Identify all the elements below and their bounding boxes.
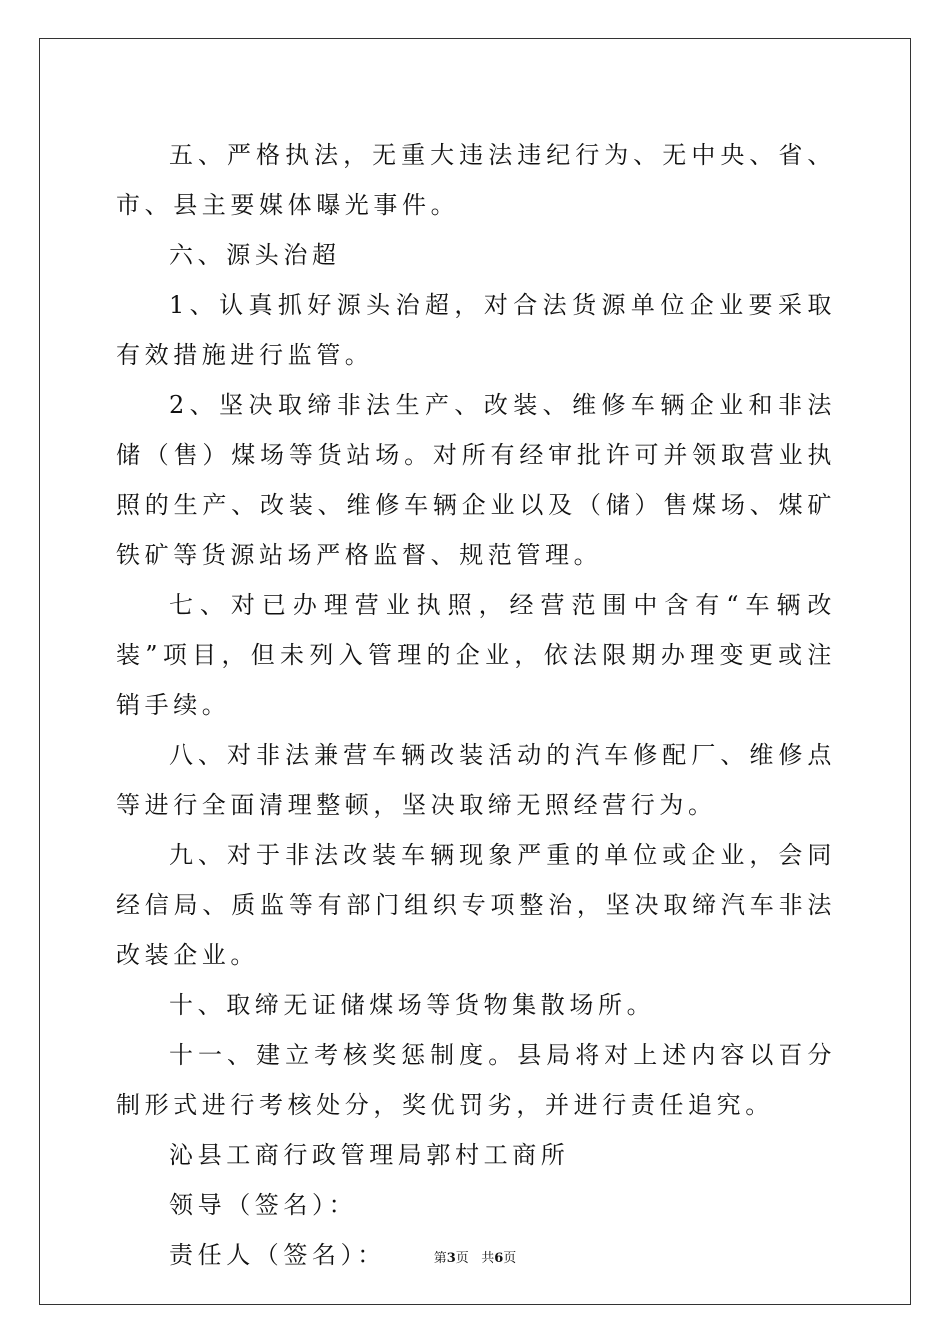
- responsible-person-signature-line: 责任人（签名）：: [169, 1241, 386, 1269]
- page-total-number: 6: [494, 1251, 504, 1266]
- paragraph-source-control-2: 2、坚决取缔非法生产、改装、维修车辆企业和非法储（售）煤场等货站场。对所有经审批许可并领取营业执照的生产、改装、维修车辆企业以及（储）售煤场、煤矿铁矿等货源站场严格监督、规范管理。: [116, 391, 836, 569]
- paragraph-item-7-license: 七、对已办理营业执照，经营范围中含有“车辆改装”项目，但未列入管理的企业，依法限期办理变更或注销手续。: [116, 591, 836, 719]
- total-prefix: 共: [481, 1251, 495, 1266]
- paragraph-item-9-rectification: 九、对于非法改装车辆现象严重的单位或企业，会同经信局、质监等有部门组织专项整治，坚决取缔汽车非法改装企业。: [116, 841, 836, 969]
- paragraph-heading-6-source-control: 六、源头治超: [169, 241, 341, 269]
- paragraph-source-control-1: 1、认真抓好源头治超，对合法货源单位企业要采取有效措施进行监管。: [116, 291, 836, 369]
- organization-name: 沁县工商行政管理局郭村工商所: [169, 1141, 570, 1169]
- paragraph-item-5-enforcement: 五、严格执法，无重大违法违纪行为、无中央、省、市、县主要媒体曝光事件。: [116, 141, 836, 219]
- paragraph-item-10-ban: 十、取缔无证储煤场等货物集散场所。: [169, 991, 656, 1019]
- total-suffix: 页: [503, 1251, 517, 1266]
- page-prefix: 第: [433, 1251, 447, 1266]
- page-suffix: 页: [455, 1251, 469, 1266]
- document-body: [116, 130, 836, 1280]
- page-footer: [0, 1247, 950, 1266]
- paragraph-item-8-cleanup: 八、对非法兼营车辆改装活动的汽车修配厂、维修点等进行全面清理整顿，坚决取缔无照经营行为。: [116, 741, 836, 819]
- leader-signature-line: 领导（签名）：: [169, 1191, 358, 1219]
- paragraph-item-11-assessment: 十一、建立考核奖惩制度。县局将对上述内容以百分制形式进行考核处分，奖优罚劣，并进行责任追究。: [116, 1041, 836, 1119]
- page-current-number: 3: [446, 1251, 456, 1266]
